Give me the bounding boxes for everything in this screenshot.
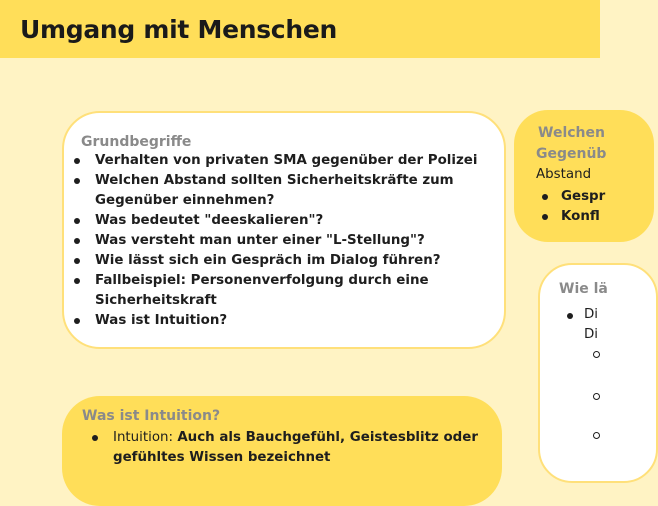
bullet-icon <box>542 214 548 220</box>
sub-bullet-icon <box>593 393 600 400</box>
list-item <box>82 428 482 468</box>
list-item[interactable]: Verhalten von privaten SMA gegenüber der Polizei <box>64 151 479 171</box>
intuition-label: Intuition: <box>113 430 178 445</box>
abstand-title-line1: Welchen <box>538 125 605 141</box>
list-item[interactable]: Welchen Abstand sollten Sicherheitskräfte zum Gegenüber einnehmen? <box>64 171 479 211</box>
abstand-title-line2: Gegenüb <box>536 146 607 162</box>
abstand-item-1[interactable]: Gespr <box>561 189 606 204</box>
list-item[interactable]: Wie lässt sich ein Gespräch im Dialog führen? <box>64 251 479 271</box>
bullet-icon <box>542 194 548 200</box>
list-item[interactable]: Was versteht man unter einer "L-Stellung"? <box>64 231 479 251</box>
dialog-title: Wie lä <box>559 281 608 297</box>
abstand-text: Abstand <box>536 167 592 182</box>
dialog-card[interactable] <box>538 263 658 483</box>
list-item[interactable]: Was ist Intuition? <box>64 311 479 331</box>
intuition-text: Auch als Bauchgefühl, Geistesblitz oder gefühltes Wissen bezeichnet <box>113 430 478 465</box>
page-header <box>0 0 600 58</box>
intuition-card[interactable] <box>62 396 502 506</box>
intuition-title: Was ist Intuition? <box>82 408 221 424</box>
list-item[interactable]: Was bedeutet "deeskalieren"? <box>64 211 479 231</box>
abstand-card[interactable] <box>514 110 654 242</box>
grundbegriffe-list <box>64 151 479 331</box>
grundbegriffe-card[interactable] <box>62 111 506 349</box>
sub-bullet-icon <box>593 432 600 439</box>
dialog-item-line1: Di <box>584 307 599 322</box>
sub-bullet-icon <box>593 351 600 358</box>
dialog-item-line2: Di <box>584 327 599 342</box>
abstand-item-2[interactable]: Konfl <box>561 209 600 224</box>
intuition-list <box>82 428 482 468</box>
list-item[interactable]: Fallbeispiel: Personenverfolgung durch eine Sicherheitskraft <box>64 271 479 311</box>
grundbegriffe-title: Grundbegriffe <box>81 134 192 150</box>
page-title: Umgang mit Menschen <box>20 15 337 44</box>
bullet-icon <box>567 313 573 319</box>
